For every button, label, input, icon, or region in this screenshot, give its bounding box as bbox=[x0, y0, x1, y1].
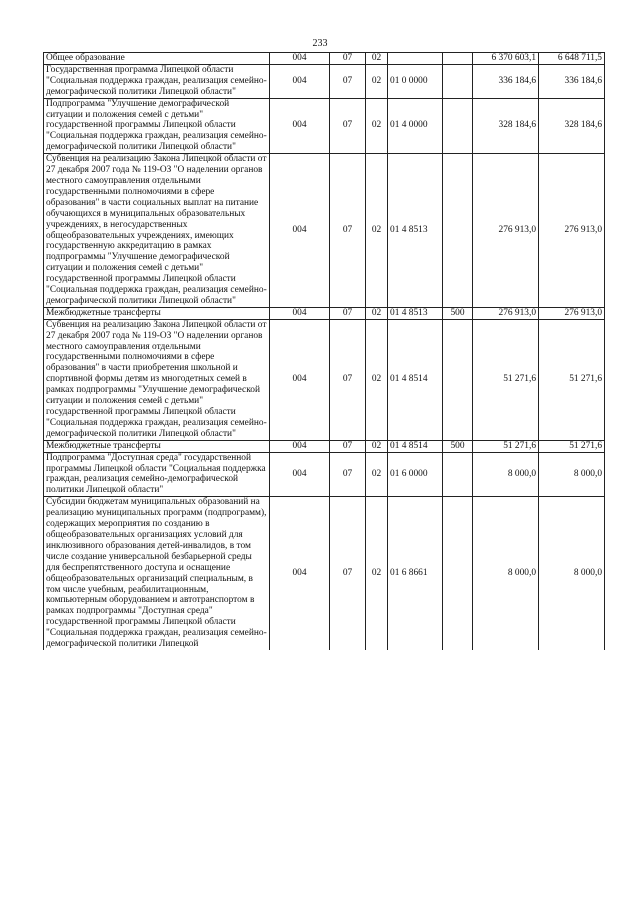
budget-table bbox=[43, 52, 605, 650]
sum-year-1: 51 271,6 bbox=[473, 440, 539, 452]
subsection-code: 02 bbox=[366, 98, 388, 154]
sum-year-2: 276 913,0 bbox=[539, 154, 605, 308]
table-row bbox=[44, 452, 605, 497]
sum-year-2: 276 913,0 bbox=[539, 307, 605, 319]
row-name: Межбюджетные трансферты bbox=[44, 440, 270, 452]
expense-type bbox=[443, 53, 473, 65]
page-number: 233 bbox=[312, 38, 328, 49]
target-code: 01 4 0000 bbox=[388, 98, 443, 154]
target-code: 01 4 8513 bbox=[388, 307, 443, 319]
target-code: 01 4 8514 bbox=[388, 440, 443, 452]
table-row bbox=[44, 154, 605, 308]
sum-year-1: 276 913,0 bbox=[473, 154, 539, 308]
sum-year-1: 8 000,0 bbox=[473, 452, 539, 497]
row-name: Субвенция на реализацию Закона Липецкой области от 27 декабря 2007 года № 119-ОЗ "О наделении органов местного самоуправления отдельными государственными полномочиями в сфере образования" в части социальных выплат на питание обучающихся в муниципальных образовательных учреждениях, в негосударственных общеобразовательных учреждениях, имеющих государственную аккредитацию в рамках подпрограммы "Улучшение демографической ситуации и положения семей с детьми" государственной программы Липецкой области "Социальная поддержка граждан, реализация семейно-демографической политики Липецкой области" bbox=[44, 154, 270, 308]
sum-year-1: 51 271,6 bbox=[473, 319, 539, 440]
row-name: Подпрограмма "Доступная среда" государственной программы Липецкой области "Социальная поддержка граждан, реализация семейно-демографической политики Липецкой области" bbox=[44, 452, 270, 497]
expense-type bbox=[443, 98, 473, 154]
table-row bbox=[44, 64, 605, 98]
ministry-code: 004 bbox=[270, 64, 330, 98]
row-name: Общее образование bbox=[44, 53, 270, 65]
table-row bbox=[44, 53, 605, 65]
section-code: 07 bbox=[330, 319, 366, 440]
target-code: 01 6 0000 bbox=[388, 452, 443, 497]
ministry-code: 004 bbox=[270, 319, 330, 440]
table-row bbox=[44, 440, 605, 452]
target-code: 01 6 8661 bbox=[388, 497, 443, 650]
expense-type bbox=[443, 64, 473, 98]
row-name: Государственная программа Липецкой области "Социальная поддержка граждан, реализация семейно-демографической политики Липецкой области" bbox=[44, 64, 270, 98]
section-code: 07 bbox=[330, 53, 366, 65]
row-name: Субвенция на реализацию Закона Липецкой области от 27 декабря 2007 года № 119-ОЗ "О наделении органов местного самоуправления отдельными государственными полномочиями в сфере образования" в части приобретения школьной и спортивной формы детям из многодетных семей в рамках подпрограммы "Улучшение демографической ситуации и положения семей с детьми" государственной программы Липецкой области "Социальная поддержка граждан, реализация семейно-демографической политики Липецкой области" bbox=[44, 319, 270, 440]
ministry-code: 004 bbox=[270, 98, 330, 154]
sum-year-2: 336 184,6 bbox=[539, 64, 605, 98]
subsection-code: 02 bbox=[366, 440, 388, 452]
expense-type bbox=[443, 319, 473, 440]
section-code: 07 bbox=[330, 452, 366, 497]
target-code: 01 4 8513 bbox=[388, 154, 443, 308]
target-code: 01 0 0000 bbox=[388, 64, 443, 98]
table-row bbox=[44, 307, 605, 319]
table-row bbox=[44, 497, 605, 650]
sum-year-2: 328 184,6 bbox=[539, 98, 605, 154]
sum-year-2: 6 648 711,5 bbox=[539, 53, 605, 65]
subsection-code: 02 bbox=[366, 452, 388, 497]
section-code: 07 bbox=[330, 64, 366, 98]
ministry-code: 004 bbox=[270, 307, 330, 319]
ministry-code: 004 bbox=[270, 440, 330, 452]
expense-type bbox=[443, 452, 473, 497]
expense-type: 500 bbox=[443, 440, 473, 452]
target-code: 01 4 8514 bbox=[388, 319, 443, 440]
sum-year-2: 51 271,6 bbox=[539, 319, 605, 440]
table-row bbox=[44, 319, 605, 440]
section-code: 07 bbox=[330, 307, 366, 319]
row-name: Субсидии бюджетам муниципальных образований на реализацию муниципальных программ (подпрограмм), содержащих мероприятия по созданию в общеобразовательных организациях условий для инклюзивного образования детей-инвалидов, в том числе создание универсальной безбарьерной среды для беспрепятственного доступа и оснащение общеобразовательных организаций специальным, в том числе учебным, реабилитационным, компьютерным оборудованием и автотранспортом в рамках подпрограммы "Доступная среда" государственной программы Липецкой области "Социальная поддержка граждан, реализация семейно-демографической политики Липецкой bbox=[44, 497, 270, 650]
subsection-code: 02 bbox=[366, 53, 388, 65]
ministry-code: 004 bbox=[270, 497, 330, 650]
row-name: Подпрограмма "Улучшение демографической ситуации и положения семей с детьми" государственной программы Липецкой области "Социальная поддержка граждан, реализация семейно-демографической политики Липецкой области" bbox=[44, 98, 270, 154]
section-code: 07 bbox=[330, 440, 366, 452]
subsection-code: 02 bbox=[366, 307, 388, 319]
expense-type bbox=[443, 497, 473, 650]
sum-year-1: 336 184,6 bbox=[473, 64, 539, 98]
subsection-code: 02 bbox=[366, 497, 388, 650]
sum-year-1: 6 370 603,1 bbox=[473, 53, 539, 65]
expense-type bbox=[443, 154, 473, 308]
sum-year-1: 328 184,6 bbox=[473, 98, 539, 154]
sum-year-1: 276 913,0 bbox=[473, 307, 539, 319]
sum-year-1: 8 000,0 bbox=[473, 497, 539, 650]
expense-type: 500 bbox=[443, 307, 473, 319]
ministry-code: 004 bbox=[270, 452, 330, 497]
sum-year-2: 8 000,0 bbox=[539, 452, 605, 497]
sum-year-2: 51 271,6 bbox=[539, 440, 605, 452]
table-row bbox=[44, 98, 605, 154]
section-code: 07 bbox=[330, 98, 366, 154]
ministry-code: 004 bbox=[270, 53, 330, 65]
subsection-code: 02 bbox=[366, 319, 388, 440]
section-code: 07 bbox=[330, 497, 366, 650]
ministry-code: 004 bbox=[270, 154, 330, 308]
section-code: 07 bbox=[330, 154, 366, 308]
target-code bbox=[388, 53, 443, 65]
subsection-code: 02 bbox=[366, 64, 388, 98]
sum-year-2: 8 000,0 bbox=[539, 497, 605, 650]
subsection-code: 02 bbox=[366, 154, 388, 308]
row-name: Межбюджетные трансферты bbox=[44, 307, 270, 319]
